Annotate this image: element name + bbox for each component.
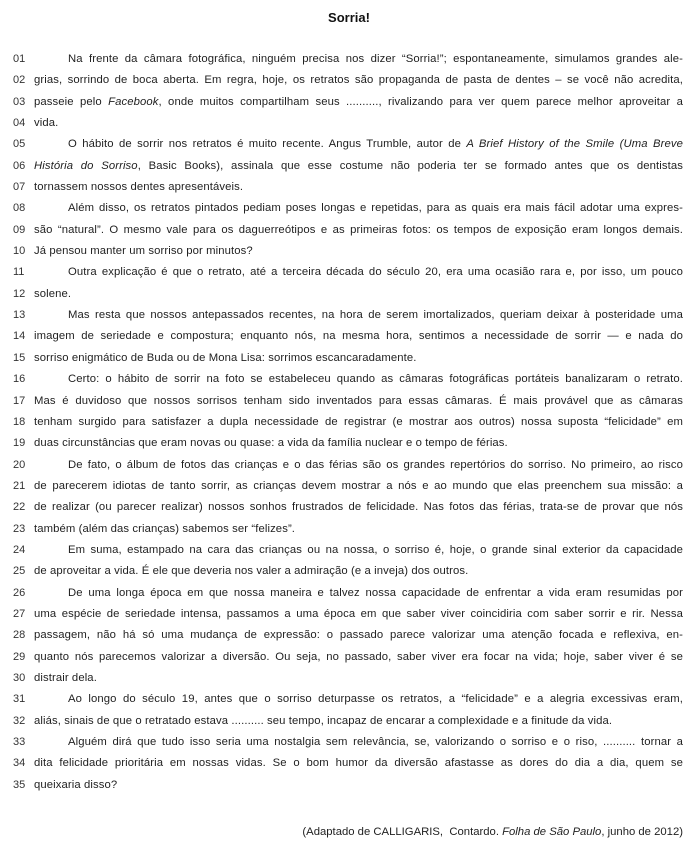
text-segment: queixaria disso? — [34, 778, 118, 791]
text-line — [0, 220, 698, 241]
line-text — [34, 134, 683, 155]
text-line — [0, 391, 698, 412]
text-segment: Certo: o hábito de sorrir na foto se estabeleceu quando as câmaras fotográficas portáteis banalizaram o retrato. — [68, 373, 683, 386]
line-text — [34, 369, 683, 390]
line-text — [34, 540, 683, 561]
line-number: 30 — [13, 671, 26, 684]
text-segment: de realizar (ou parecer realizar) nossos sonhos frustrados de felicidade. Nas fotos das férias, trata-se de provar que nós — [34, 501, 683, 514]
text-line — [0, 348, 698, 369]
text-line — [0, 305, 698, 326]
text-line — [0, 241, 698, 262]
text-body — [0, 49, 698, 796]
text-segment: Já pensou manter um sorriso por minutos? — [34, 245, 253, 258]
text-line — [0, 540, 698, 561]
line-text — [34, 305, 683, 326]
text-segment: Além disso, os retratos pintados pediam poses longas e repetidas, para as quais era mais fácil adotar uma expres- — [68, 202, 683, 215]
source-credit — [302, 826, 683, 838]
line-text — [34, 92, 683, 113]
text-segment: (Adaptado de CALLIGARIS, Contardo. — [302, 826, 503, 838]
line-text — [34, 70, 683, 91]
line-number: 29 — [13, 650, 26, 663]
italic-text-segment: A Brief History of the Smile (Uma Breve — [466, 138, 683, 151]
text-line — [0, 732, 698, 753]
text-line — [0, 177, 698, 198]
line-number: 28 — [13, 629, 26, 642]
text-line — [0, 519, 698, 540]
line-text — [34, 775, 683, 796]
text-segment: De uma longa época em que nossa maneira e talvez nossa capacidade de enfrentar a vida eram resumidas por — [68, 586, 683, 599]
text-line — [0, 647, 698, 668]
text-segment: passagem, não há só uma mudança de expressão: o passado parece valorizar uma atenção focada e reflexiva, en- — [34, 629, 683, 642]
line-number: 01 — [13, 53, 26, 65]
text-line — [0, 284, 698, 305]
line-text — [34, 433, 683, 454]
text-line — [0, 49, 698, 70]
line-number: 05 — [13, 138, 26, 151]
line-number: 18 — [13, 415, 26, 428]
line-number: 04 — [13, 117, 26, 130]
line-text — [34, 198, 683, 219]
text-segment: sorriso enigmático de Buda ou de Mona Lisa: sorrimos escancaradamente. — [34, 351, 417, 364]
line-text — [34, 732, 683, 753]
text-line — [0, 625, 698, 646]
line-text — [34, 49, 683, 70]
text-segment: também (além das crianças) sabemos ser “felizes”. — [34, 522, 296, 535]
line-text — [34, 284, 683, 305]
text-segment: solene. — [34, 287, 72, 300]
line-number: 02 — [13, 74, 26, 87]
text-segment: Ao longo do século 19, antes que o sorriso deturpasse os retratos, a “felicidade” e a alegria excessivas eram, — [68, 693, 683, 706]
line-number: 09 — [13, 223, 26, 236]
line-text — [34, 326, 683, 347]
text-line — [0, 604, 698, 625]
line-text — [34, 391, 683, 412]
text-line — [0, 262, 698, 283]
line-text — [34, 113, 683, 134]
italic-text-segment: História do Sorriso — [34, 159, 138, 172]
line-number: 34 — [13, 757, 26, 770]
text-line — [0, 433, 698, 454]
text-segment: , onde muitos compartilham seus .........., rivalizando para ver quem parece melhor aproveitar a — [158, 95, 683, 108]
line-text — [34, 156, 683, 177]
text-segment: Outra explicação é que o retrato, até a terceira década do século 20, era uma ocasião rara e, por isso, um pouco — [68, 266, 683, 279]
line-text — [34, 455, 683, 476]
text-line — [0, 753, 698, 774]
italic-text-segment: Folha de São Paulo — [502, 826, 602, 838]
line-number: 27 — [13, 607, 26, 620]
line-number: 08 — [13, 202, 26, 215]
text-line — [0, 561, 698, 582]
line-text — [34, 583, 683, 604]
italic-text-segment: Facebook — [108, 95, 159, 108]
line-number: 32 — [13, 714, 26, 727]
text-line — [0, 113, 698, 134]
line-number: 17 — [13, 394, 26, 407]
text-segment: são “natural”. O mesmo vale para os daguerreótipos e as primeiras fotos: os tempos de exposição eram longos demais. — [34, 223, 683, 236]
text-line — [0, 156, 698, 177]
text-line — [0, 412, 698, 433]
text-line — [0, 711, 698, 732]
line-text — [34, 625, 683, 646]
text-segment: quanto nós parecemos valorizar a diversão. Ou seja, no passado, saber viver era focar na vida; hoje, saber viver é se — [34, 650, 683, 663]
text-segment: distrair dela. — [34, 671, 97, 684]
text-segment: O hábito de sorrir nos retratos é muito recente. Angus Trumble, autor de — [68, 138, 467, 151]
text-line — [0, 775, 698, 796]
line-number: 19 — [13, 437, 26, 450]
line-number: 33 — [13, 736, 26, 748]
text-segment: de aproveitar a vida. É ele que deveria nos valer a admiração (e a inveja) dos outros. — [34, 565, 469, 578]
text-segment: , junho de 2012) — [601, 826, 683, 838]
line-text — [34, 753, 683, 774]
text-segment: passeie pelo — [34, 95, 109, 108]
text-line — [0, 134, 698, 155]
text-segment: Alguém dirá que tudo isso seria uma nostalgia sem relevância, se, valorizando o sorriso e o riso, .......... tornar a — [68, 736, 683, 748]
line-number: 03 — [13, 95, 26, 108]
line-number: 31 — [13, 693, 26, 706]
line-text — [34, 476, 683, 497]
line-number: 23 — [13, 522, 26, 535]
line-text — [34, 262, 683, 283]
line-text — [34, 604, 683, 625]
text-line — [0, 476, 698, 497]
line-text — [34, 689, 683, 710]
text-segment: De fato, o álbum de fotos das crianças e o das férias são os grandes repertórios do sorriso. No primeiro, ao risco — [68, 458, 683, 471]
line-text — [34, 177, 683, 198]
text-segment: aliás, sinais de que o retratado estava .......... seu tempo, incapaz de encarar a complexidade e a finitude da vida. — [34, 714, 613, 727]
line-number: 11 — [13, 266, 25, 279]
line-text — [34, 519, 683, 540]
line-number: 15 — [13, 351, 26, 364]
line-number: 22 — [13, 501, 26, 514]
line-number: 06 — [13, 159, 26, 172]
line-text — [34, 561, 683, 582]
text-segment: Mas resta que nossos antepassados recentes, na hora de serem imortalizados, queriam deixar à posteridade uma — [68, 309, 683, 322]
text-line — [0, 70, 698, 91]
line-number: 12 — [13, 287, 26, 300]
line-number: 16 — [13, 373, 26, 386]
line-number: 20 — [13, 458, 26, 471]
page-title: Sorria! — [328, 10, 370, 25]
line-number: 13 — [13, 309, 26, 322]
text-segment: Em suma, estampado na cara das crianças ou na nossa, o sorriso é, hoje, o grande sinal exterior da capacidade — [68, 543, 683, 556]
text-segment: grias, sorrindo de boca aberta. Em regra, hoje, os retratos são propaganda de pasta de dentes – se você não acredita, — [34, 74, 683, 87]
line-number: 24 — [13, 543, 26, 556]
line-text — [34, 220, 683, 241]
line-number: 21 — [13, 479, 26, 492]
line-text — [34, 497, 683, 518]
text-segment: , Basic Books), assinala que esse costume não poderia ter se formado antes que os dentistas — [137, 159, 683, 172]
text-segment: Mas é duvidoso que nossos sorrisos tenham sido inventados para essas câmaras. É mais provável que as câmaras — [34, 394, 683, 407]
line-number: 10 — [13, 245, 26, 258]
text-line — [0, 689, 698, 710]
line-text — [34, 711, 683, 732]
text-line — [0, 326, 698, 347]
line-text — [34, 647, 683, 668]
line-text — [34, 348, 683, 369]
line-number: 35 — [13, 778, 26, 791]
text-line — [0, 668, 698, 689]
line-text — [34, 241, 683, 262]
line-text — [34, 668, 683, 689]
line-number: 25 — [13, 565, 26, 578]
line-number: 07 — [13, 181, 26, 194]
text-line — [0, 497, 698, 518]
text-line — [0, 198, 698, 219]
text-segment: de parecerem idiotas de tanto sorrir, as crianças devem mostrar a nós e ao mundo que elas preenchem sua missão: a — [34, 479, 683, 492]
text-segment: duas circunstâncias que eram novas ou quase: a vida da família nuclear e o tempo de férias. — [34, 437, 508, 450]
text-segment: dita felicidade prioritária em nossas vidas. Se o bom humor da diversão afastasse as dores do dia a dia, quem se — [34, 757, 683, 770]
text-line — [0, 369, 698, 390]
text-segment: Na frente da câmara fotográfica, ninguém precisa nos dizer “Sorria!”; espontaneamente, simulamos grandes ale- — [68, 53, 683, 65]
line-number: 14 — [13, 330, 26, 343]
text-segment: vida. — [34, 117, 59, 130]
text-line — [0, 583, 698, 604]
line-text — [34, 412, 683, 433]
line-number: 26 — [13, 586, 26, 599]
text-line — [0, 92, 698, 113]
text-segment: uma espécie de seriedade intensa, passamos a uma época em que saber viver coincidiria com saber sorrir e rir. Nessa — [34, 607, 683, 620]
text-segment: tenham surgido para satisfazer a dupla necessidade de registrar (e mostrar aos outros) nossa suposta “felicidade” em — [34, 415, 683, 428]
text-segment: tornassem nossos dentes apresentáveis. — [34, 181, 244, 194]
text-segment: imagem de seriedade e compostura; enquanto nós, na mesma hora, sentimos a necessidade de sorrir — e nada do — [34, 330, 683, 343]
text-line — [0, 455, 698, 476]
